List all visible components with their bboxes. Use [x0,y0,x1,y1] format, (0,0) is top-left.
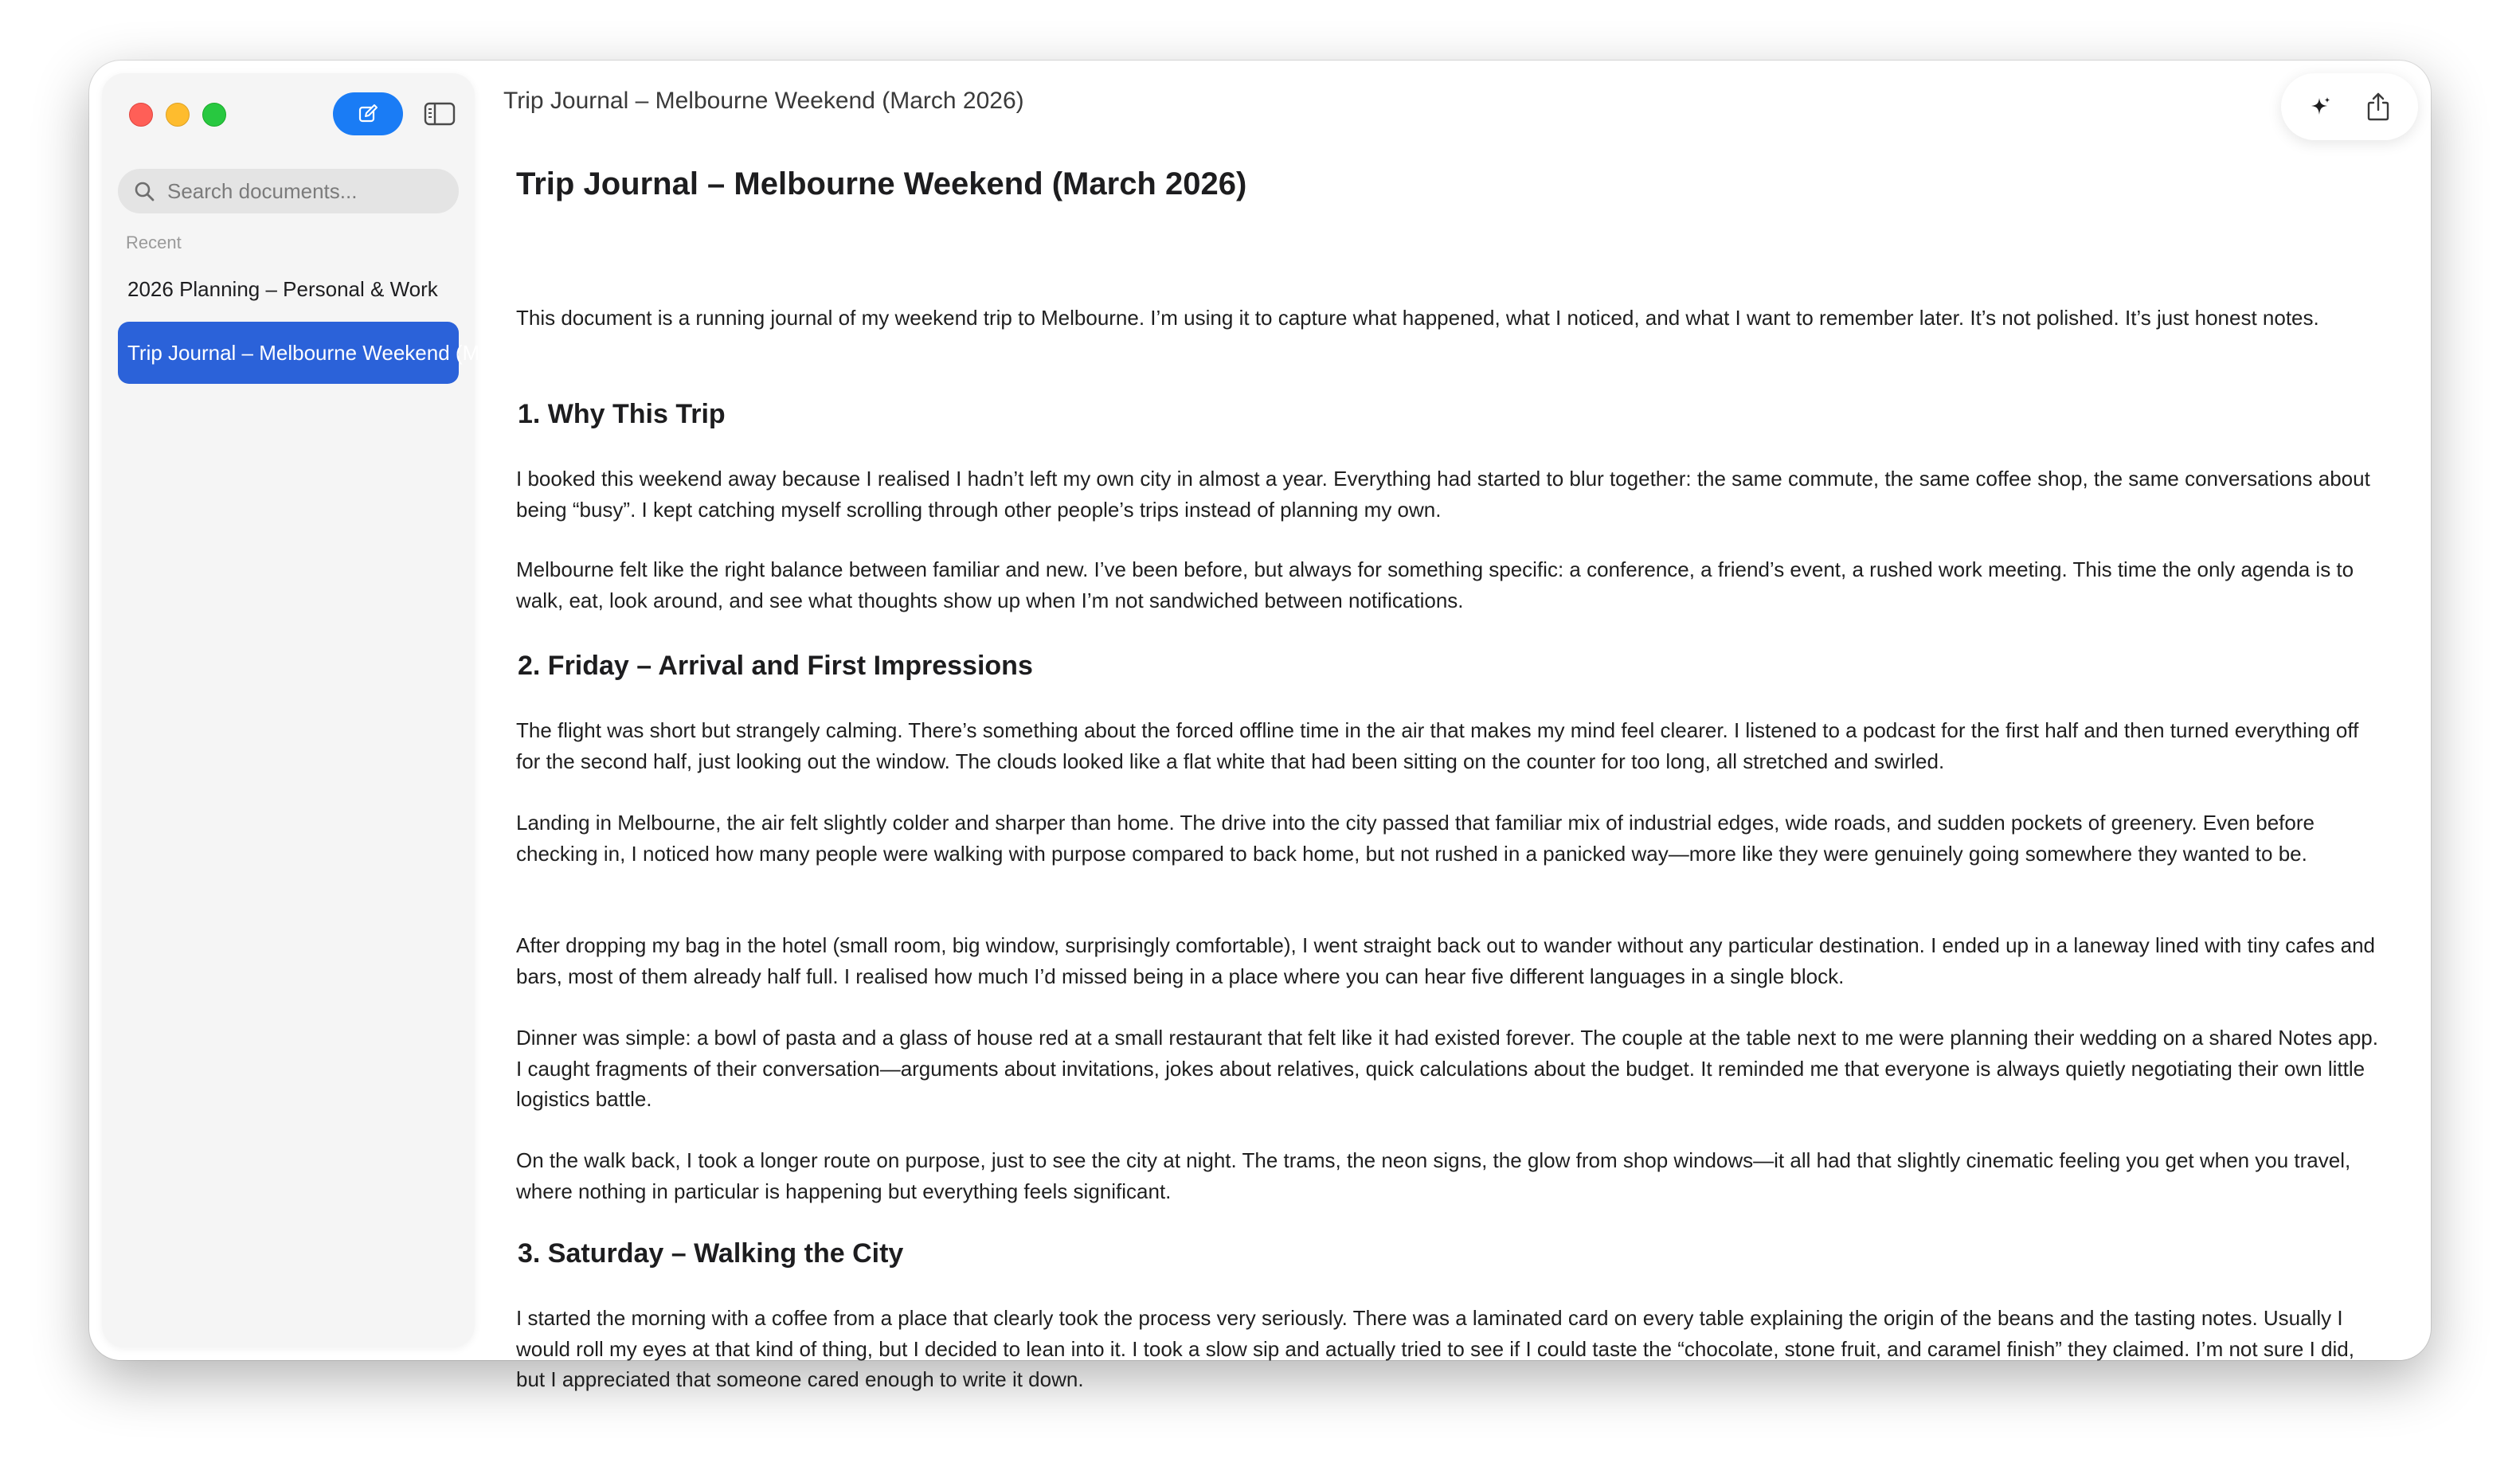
paragraph: Melbourne felt like the right balance between familiar and new. I’ve been before, but always for something specific: a conference, a friend’s event, a rushed work meeting. This time the only agenda is to walk, eat, look around, and see what thoughts show up when I’m not sandwiched between notifications. [516,557,2354,612]
paragraph: Landing in Melbourne, the air felt slightly colder and sharper than home. The drive into the city passed that familiar mix of industrial edges, wide roads, and sudden pockets of greenery. Even before checking in, I noticed how many people were walking with purpose compared to back home, but not rushed in a panicked way—more like they were genuinely going somewhere they wanted to be. [516,811,2315,866]
share-button[interactable] [2359,88,2397,126]
paragraph: I booked this weekend away because I realised I hadn’t left my own city in almost a year. Everything had started to blur together: the same commute, the same coffee shop, the same conversations about being “busy”. I kept catching myself scrolling through other people’s trips instead of planning my own. [516,467,2370,522]
minimize-window-button[interactable] [166,103,190,127]
close-window-button[interactable] [129,103,153,127]
ai-assist-button[interactable] [2302,88,2340,126]
window-title: Trip Journal – Melbourne Weekend (March 2026) [503,88,1024,114]
search-icon [134,181,155,201]
sidebar-toggle-button[interactable] [424,100,456,127]
sidebar-toggle-icon [424,101,456,127]
document-editor[interactable] [516,164,2404,1391]
document-intro: This document is a running journal of my weekend trip to Melbourne. I’m using it to capture what happened, what I noticed, and what I want to remember later. It’s not polished. It’s just honest notes. [516,306,2319,330]
search-input[interactable] [166,178,456,205]
sidebar-item-2026-planning[interactable] [118,258,459,320]
recent-section-label: Recent [126,233,182,252]
paragraph: After dropping my bag in the hotel (small room, big window, surprisingly comfortable), I went straight back out to wander without any particular destination. I ended up in a laneway lined with tiny cafes and bars, most of them already half full. I realised how much I’d missed being in a place where you can hear five different languages in a single block. [516,933,2376,988]
zoom-window-button[interactable] [202,103,226,127]
share-icon [2365,92,2391,122]
document-title: Trip Journal – Melbourne Weekend (March 2026) [516,166,1247,201]
paragraph: Dinner was simple: a bowl of pasta and a glass of house red at a small restaurant that felt like it had existed forever. The couple at the table next to me were planning their wedding on a shared Notes app. I caught fragments of their conversation—arguments about invitations, jokes about relatives, quick calculations about the budget. It reminded me that everyone is always quietly negotiating their own little logistics battle. [516,1026,2378,1111]
app-window [89,61,2431,1391]
section-heading: 1. Why This Trip [518,399,726,429]
section-heading: 3. Saturday – Walking the City [518,1238,904,1269]
sidebar-item-label: 2026 Planning – Personal & Work [127,276,438,301]
sparkle-icon [2309,95,2333,119]
sidebar-item-trip-journal[interactable] [118,322,579,384]
sidebar [102,73,579,1347]
paragraph: On the walk back, I took a longer route on purpose, just to see the city at night. The trams, the neon signs, the glow from shop windows—it all had that slightly cinematic feeling you get when you travel, where nothing in particular is happening but everything feels significant. [516,1148,2351,1203]
section-heading: 2. Friday – Arrival and First Impressions [518,651,1033,681]
compose-icon [357,103,379,125]
toolbar-actions [2281,73,2418,140]
new-document-button[interactable] [333,92,403,135]
paragraph: The flight was short but strangely calming. There’s something about the forced offline time in the air that makes my mind feel clearer. I listened to a podcast for the first half and then turned everything off for the second half, just looking out the window. The clouds looked like a flat white that had been sitting on the counter for too long, all stretched and swirled. [516,718,2359,773]
search-field[interactable] [118,169,459,213]
sidebar-item-label: Trip Journal – Melbourne Weekend (March 2026) [127,340,579,365]
paragraph: I started the morning with a coffee from a place that clearly took the process very seriously. There was a laminated card on every table explaining the origin of the beans and the tasting notes. Usually I would roll my eyes at that kind of thing, but I decided to lean into it. I took a slow sip and actually tried to see if I could taste the “chocolate, stone fruit, and caramel finish” they claimed. I’m not sure I did, but I appreciated that someone cared enough to write it down. [516,1306,2354,1391]
